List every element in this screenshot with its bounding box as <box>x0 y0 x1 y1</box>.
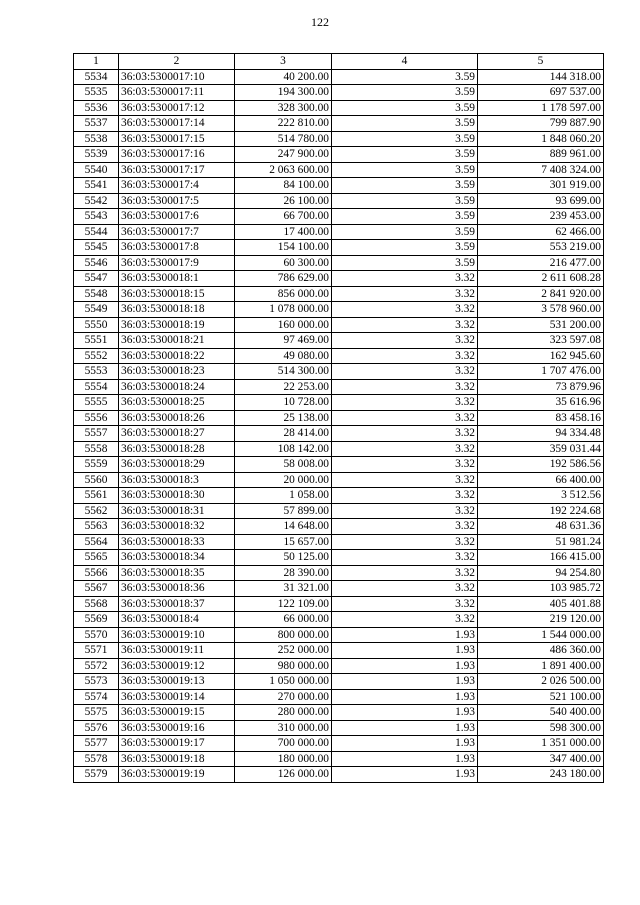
table-row <box>74 534 604 550</box>
cadastral-number-cell: 36:03:5300017:7 <box>119 224 235 240</box>
area-cell: 2 063 600.00 <box>235 162 332 178</box>
cadastral-number-cell: 36:03:5300018:1 <box>119 271 235 287</box>
row-number-cell: 5560 <box>74 472 119 488</box>
cadastral-number-cell: 36:03:5300019:10 <box>119 627 235 643</box>
area-cell: 270 000.00 <box>235 689 332 705</box>
value-cell: 598 300.00 <box>478 720 604 736</box>
table-row <box>74 69 604 85</box>
rate-cell: 3.32 <box>332 379 478 395</box>
rate-cell: 3.32 <box>332 565 478 581</box>
area-cell: 28 390.00 <box>235 565 332 581</box>
value-cell: 94 334.48 <box>478 426 604 442</box>
table-row <box>74 751 604 767</box>
value-cell: 192 224.68 <box>478 503 604 519</box>
cadastral-number-cell: 36:03:5300017:14 <box>119 116 235 132</box>
cadastral-number-cell: 36:03:5300017:8 <box>119 240 235 256</box>
row-number-cell: 5553 <box>74 364 119 380</box>
cadastral-number-cell: 36:03:5300018:29 <box>119 457 235 473</box>
value-cell: 66 400.00 <box>478 472 604 488</box>
row-number-cell: 5543 <box>74 209 119 225</box>
value-cell: 93 699.00 <box>478 193 604 209</box>
table-row <box>74 627 604 643</box>
page-number: 122 <box>311 15 329 29</box>
rate-cell: 3.32 <box>332 519 478 535</box>
table-row <box>74 333 604 349</box>
table-row <box>74 767 604 783</box>
cadastral-number-cell: 36:03:5300019:18 <box>119 751 235 767</box>
header-row <box>74 54 604 70</box>
table-row <box>74 720 604 736</box>
rate-cell: 3.32 <box>332 286 478 302</box>
row-number-cell: 5571 <box>74 643 119 659</box>
cadastral-number-cell: 36:03:5300017:16 <box>119 147 235 163</box>
rate-cell: 3.59 <box>332 69 478 85</box>
row-number-cell: 5567 <box>74 581 119 597</box>
rate-cell: 1.93 <box>332 674 478 690</box>
row-number-cell: 5566 <box>74 565 119 581</box>
row-number-cell: 5550 <box>74 317 119 333</box>
area-cell: 122 109.00 <box>235 596 332 612</box>
rate-cell: 3.59 <box>332 193 478 209</box>
value-cell: 405 401.88 <box>478 596 604 612</box>
row-number-cell: 5546 <box>74 255 119 271</box>
row-number-cell: 5535 <box>74 85 119 101</box>
area-cell: 514 780.00 <box>235 131 332 147</box>
value-cell: 103 985.72 <box>478 581 604 597</box>
value-cell: 799 887.90 <box>478 116 604 132</box>
column-header: 4 <box>332 54 478 70</box>
table-row <box>74 209 604 225</box>
column-header: 2 <box>119 54 235 70</box>
rate-cell: 3.32 <box>332 441 478 457</box>
table-row <box>74 116 604 132</box>
rate-cell: 3.32 <box>332 550 478 566</box>
table-row <box>74 689 604 705</box>
value-cell: 166 415.00 <box>478 550 604 566</box>
row-number-cell: 5573 <box>74 674 119 690</box>
table-row <box>74 503 604 519</box>
row-number-cell: 5538 <box>74 131 119 147</box>
area-cell: 154 100.00 <box>235 240 332 256</box>
value-cell: 1 707 476.00 <box>478 364 604 380</box>
value-cell: 73 879.96 <box>478 379 604 395</box>
row-number-cell: 5564 <box>74 534 119 550</box>
row-number-cell: 5534 <box>74 69 119 85</box>
column-header: 3 <box>235 54 332 70</box>
table-row <box>74 85 604 101</box>
area-cell: 1 050 000.00 <box>235 674 332 690</box>
table-row <box>74 395 604 411</box>
rate-cell: 3.59 <box>332 209 478 225</box>
area-cell: 66 000.00 <box>235 612 332 628</box>
cadastral-number-cell: 36:03:5300018:36 <box>119 581 235 597</box>
table-row <box>74 302 604 318</box>
rate-cell: 3.32 <box>332 426 478 442</box>
area-cell: 25 138.00 <box>235 410 332 426</box>
row-number-cell: 5542 <box>74 193 119 209</box>
cadastral-number-cell: 36:03:5300017:15 <box>119 131 235 147</box>
area-cell: 84 100.00 <box>235 178 332 194</box>
rate-cell: 3.32 <box>332 410 478 426</box>
cadastral-number-cell: 36:03:5300018:18 <box>119 302 235 318</box>
value-cell: 243 180.00 <box>478 767 604 783</box>
row-number-cell: 5562 <box>74 503 119 519</box>
row-number-cell: 5559 <box>74 457 119 473</box>
value-cell: 2 611 608.28 <box>478 271 604 287</box>
row-number-cell: 5579 <box>74 767 119 783</box>
rate-cell: 1.93 <box>332 627 478 643</box>
value-cell: 51 981.24 <box>478 534 604 550</box>
cadastral-number-cell: 36:03:5300018:27 <box>119 426 235 442</box>
area-cell: 280 000.00 <box>235 705 332 721</box>
area-cell: 17 400.00 <box>235 224 332 240</box>
value-cell: 531 200.00 <box>478 317 604 333</box>
table-row <box>74 178 604 194</box>
row-number-cell: 5536 <box>74 100 119 116</box>
row-number-cell: 5549 <box>74 302 119 318</box>
value-cell: 144 318.00 <box>478 69 604 85</box>
area-cell: 786 629.00 <box>235 271 332 287</box>
table-row <box>74 162 604 178</box>
rate-cell: 1.93 <box>332 767 478 783</box>
cadastral-number-cell: 36:03:5300017:6 <box>119 209 235 225</box>
table-row <box>74 643 604 659</box>
row-number-cell: 5547 <box>74 271 119 287</box>
cadastral-number-cell: 36:03:5300018:3 <box>119 472 235 488</box>
row-number-cell: 5544 <box>74 224 119 240</box>
area-cell: 194 300.00 <box>235 85 332 101</box>
area-cell: 66 700.00 <box>235 209 332 225</box>
value-cell: 2 841 920.00 <box>478 286 604 302</box>
value-cell: 1 351 000.00 <box>478 736 604 752</box>
value-cell: 359 031.44 <box>478 441 604 457</box>
cadastral-number-cell: 36:03:5300017:17 <box>119 162 235 178</box>
cadastral-number-cell: 36:03:5300018:33 <box>119 534 235 550</box>
table-row <box>74 410 604 426</box>
cadastral-number-cell: 36:03:5300017:5 <box>119 193 235 209</box>
table-row <box>74 224 604 240</box>
rate-cell: 3.32 <box>332 317 478 333</box>
row-number-cell: 5577 <box>74 736 119 752</box>
rate-cell: 3.32 <box>332 472 478 488</box>
rate-cell: 3.32 <box>332 534 478 550</box>
cadastral-number-cell: 36:03:5300018:21 <box>119 333 235 349</box>
area-cell: 328 300.00 <box>235 100 332 116</box>
rate-cell: 1.93 <box>332 720 478 736</box>
rate-cell: 3.59 <box>332 100 478 116</box>
area-cell: 514 300.00 <box>235 364 332 380</box>
table-row <box>74 736 604 752</box>
row-number-cell: 5540 <box>74 162 119 178</box>
row-number-cell: 5563 <box>74 519 119 535</box>
table-row <box>74 596 604 612</box>
rate-cell: 3.32 <box>332 364 478 380</box>
table-row <box>74 612 604 628</box>
area-cell: 97 469.00 <box>235 333 332 349</box>
rate-cell: 3.32 <box>332 596 478 612</box>
row-number-cell: 5552 <box>74 348 119 364</box>
rate-cell: 3.59 <box>332 255 478 271</box>
value-cell: 7 408 324.00 <box>478 162 604 178</box>
table-row <box>74 271 604 287</box>
column-header: 5 <box>478 54 604 70</box>
cadastral-number-cell: 36:03:5300018:26 <box>119 410 235 426</box>
table-row <box>74 147 604 163</box>
rate-cell: 3.59 <box>332 85 478 101</box>
area-cell: 247 900.00 <box>235 147 332 163</box>
area-cell: 15 657.00 <box>235 534 332 550</box>
cadastral-number-cell: 36:03:5300018:22 <box>119 348 235 364</box>
row-number-cell: 5575 <box>74 705 119 721</box>
rate-cell: 3.59 <box>332 162 478 178</box>
cadastral-number-cell: 36:03:5300018:15 <box>119 286 235 302</box>
row-number-cell: 5557 <box>74 426 119 442</box>
cadastral-number-cell: 36:03:5300017:4 <box>119 178 235 194</box>
area-cell: 108 142.00 <box>235 441 332 457</box>
table-row <box>74 193 604 209</box>
rate-cell: 3.32 <box>332 395 478 411</box>
cadastral-number-cell: 36:03:5300018:34 <box>119 550 235 566</box>
row-number-cell: 5539 <box>74 147 119 163</box>
value-cell: 697 537.00 <box>478 85 604 101</box>
value-cell: 62 466.00 <box>478 224 604 240</box>
rate-cell: 1.93 <box>332 658 478 674</box>
value-cell: 162 945.60 <box>478 348 604 364</box>
cadastral-number-cell: 36:03:5300017:9 <box>119 255 235 271</box>
row-number-cell: 5565 <box>74 550 119 566</box>
area-cell: 222 810.00 <box>235 116 332 132</box>
value-cell: 48 631.36 <box>478 519 604 535</box>
cadastral-number-cell: 36:03:5300018:28 <box>119 441 235 457</box>
table-row <box>74 581 604 597</box>
value-cell: 1 544 000.00 <box>478 627 604 643</box>
row-number-cell: 5568 <box>74 596 119 612</box>
value-cell: 35 616.96 <box>478 395 604 411</box>
area-cell: 800 000.00 <box>235 627 332 643</box>
cadastral-number-cell: 36:03:5300018:35 <box>119 565 235 581</box>
area-cell: 31 321.00 <box>235 581 332 597</box>
value-cell: 1 891 400.00 <box>478 658 604 674</box>
row-number-cell: 5574 <box>74 689 119 705</box>
rate-cell: 1.93 <box>332 736 478 752</box>
rate-cell: 3.59 <box>332 147 478 163</box>
cadastral-number-cell: 36:03:5300018:30 <box>119 488 235 504</box>
rate-cell: 3.32 <box>332 488 478 504</box>
value-cell: 521 100.00 <box>478 689 604 705</box>
area-cell: 10 728.00 <box>235 395 332 411</box>
cadastral-number-cell: 36:03:5300018:37 <box>119 596 235 612</box>
table-row <box>74 472 604 488</box>
column-header: 1 <box>74 54 119 70</box>
rate-cell: 1.93 <box>332 689 478 705</box>
value-cell: 2 026 500.00 <box>478 674 604 690</box>
area-cell: 700 000.00 <box>235 736 332 752</box>
table-row <box>74 317 604 333</box>
value-cell: 192 586.56 <box>478 457 604 473</box>
rate-cell: 3.32 <box>332 333 478 349</box>
table-row <box>74 674 604 690</box>
cadastral-number-cell: 36:03:5300018:23 <box>119 364 235 380</box>
value-cell: 94 254.80 <box>478 565 604 581</box>
row-number-cell: 5556 <box>74 410 119 426</box>
cadastral-number-cell: 36:03:5300018:25 <box>119 395 235 411</box>
cadastral-number-cell: 36:03:5300019:13 <box>119 674 235 690</box>
cadastral-number-cell: 36:03:5300019:17 <box>119 736 235 752</box>
rate-cell: 1.93 <box>332 643 478 659</box>
rate-cell: 3.59 <box>332 240 478 256</box>
area-cell: 1 078 000.00 <box>235 302 332 318</box>
cadastral-number-cell: 36:03:5300018:24 <box>119 379 235 395</box>
table-row <box>74 441 604 457</box>
row-number-cell: 5576 <box>74 720 119 736</box>
area-cell: 14 648.00 <box>235 519 332 535</box>
row-number-cell: 5570 <box>74 627 119 643</box>
rate-cell: 3.32 <box>332 271 478 287</box>
value-cell: 301 919.00 <box>478 178 604 194</box>
area-cell: 57 899.00 <box>235 503 332 519</box>
rate-cell: 3.59 <box>332 224 478 240</box>
area-cell: 22 253.00 <box>235 379 332 395</box>
table-row <box>74 240 604 256</box>
area-cell: 28 414.00 <box>235 426 332 442</box>
table-row <box>74 348 604 364</box>
area-cell: 58 008.00 <box>235 457 332 473</box>
area-cell: 160 000.00 <box>235 317 332 333</box>
value-cell: 323 597.08 <box>478 333 604 349</box>
value-cell: 3 578 960.00 <box>478 302 604 318</box>
cadastral-number-cell: 36:03:5300018:32 <box>119 519 235 535</box>
row-number-cell: 5541 <box>74 178 119 194</box>
row-number-cell: 5569 <box>74 612 119 628</box>
rate-cell: 3.59 <box>332 131 478 147</box>
table-row <box>74 364 604 380</box>
table-row <box>74 565 604 581</box>
rate-cell: 3.32 <box>332 457 478 473</box>
rate-cell: 3.32 <box>332 581 478 597</box>
table-row <box>74 457 604 473</box>
area-cell: 60 300.00 <box>235 255 332 271</box>
table-row <box>74 488 604 504</box>
value-cell: 3 512.56 <box>478 488 604 504</box>
table-row <box>74 705 604 721</box>
cadastral-number-cell: 36:03:5300019:19 <box>119 767 235 783</box>
value-cell: 486 360.00 <box>478 643 604 659</box>
area-cell: 49 080.00 <box>235 348 332 364</box>
rate-cell: 3.32 <box>332 302 478 318</box>
row-number-cell: 5555 <box>74 395 119 411</box>
value-cell: 889 961.00 <box>478 147 604 163</box>
table-header <box>74 54 604 70</box>
rate-cell: 1.93 <box>332 751 478 767</box>
value-cell: 553 219.00 <box>478 240 604 256</box>
area-cell: 40 200.00 <box>235 69 332 85</box>
area-cell: 180 000.00 <box>235 751 332 767</box>
table-row <box>74 379 604 395</box>
rate-cell: 3.32 <box>332 612 478 628</box>
area-cell: 50 125.00 <box>235 550 332 566</box>
cadastral-number-cell: 36:03:5300019:15 <box>119 705 235 721</box>
table-body <box>74 69 604 782</box>
rate-cell: 3.59 <box>332 116 478 132</box>
value-cell: 540 400.00 <box>478 705 604 721</box>
row-number-cell: 5545 <box>74 240 119 256</box>
row-number-cell: 5551 <box>74 333 119 349</box>
table-row <box>74 658 604 674</box>
row-number-cell: 5554 <box>74 379 119 395</box>
area-cell: 252 000.00 <box>235 643 332 659</box>
cadastral-number-cell: 36:03:5300017:12 <box>119 100 235 116</box>
row-number-cell: 5558 <box>74 441 119 457</box>
cadastral-number-cell: 36:03:5300019:11 <box>119 643 235 659</box>
row-number-cell: 5537 <box>74 116 119 132</box>
area-cell: 856 000.00 <box>235 286 332 302</box>
table-row <box>74 131 604 147</box>
cadastral-number-cell: 36:03:5300017:11 <box>119 85 235 101</box>
value-cell: 216 477.00 <box>478 255 604 271</box>
value-cell: 347 400.00 <box>478 751 604 767</box>
table-row <box>74 286 604 302</box>
cadastral-number-cell: 36:03:5300018:19 <box>119 317 235 333</box>
row-number-cell: 5548 <box>74 286 119 302</box>
area-cell: 310 000.00 <box>235 720 332 736</box>
value-cell: 219 120.00 <box>478 612 604 628</box>
table-row <box>74 255 604 271</box>
row-number-cell: 5578 <box>74 751 119 767</box>
area-cell: 26 100.00 <box>235 193 332 209</box>
area-cell: 20 000.00 <box>235 472 332 488</box>
row-number-cell: 5561 <box>74 488 119 504</box>
cadastral-number-cell: 36:03:5300019:16 <box>119 720 235 736</box>
cadastral-number-cell: 36:03:5300017:10 <box>119 69 235 85</box>
table-row <box>74 550 604 566</box>
cadastral-number-cell: 36:03:5300018:31 <box>119 503 235 519</box>
area-cell: 1 058.00 <box>235 488 332 504</box>
rate-cell: 3.59 <box>332 178 478 194</box>
table-row <box>74 519 604 535</box>
cadastral-number-cell: 36:03:5300018:4 <box>119 612 235 628</box>
rate-cell: 1.93 <box>332 705 478 721</box>
rate-cell: 3.32 <box>332 503 478 519</box>
row-number-cell: 5572 <box>74 658 119 674</box>
area-cell: 980 000.00 <box>235 658 332 674</box>
table-row <box>74 426 604 442</box>
cadastral-number-cell: 36:03:5300019:12 <box>119 658 235 674</box>
valuation-table <box>73 53 604 783</box>
cadastral-number-cell: 36:03:5300019:14 <box>119 689 235 705</box>
area-cell: 126 000.00 <box>235 767 332 783</box>
value-cell: 1 848 060.20 <box>478 131 604 147</box>
rate-cell: 3.32 <box>332 348 478 364</box>
value-cell: 239 453.00 <box>478 209 604 225</box>
value-cell: 1 178 597.00 <box>478 100 604 116</box>
value-cell: 83 458.16 <box>478 410 604 426</box>
table-row <box>74 100 604 116</box>
